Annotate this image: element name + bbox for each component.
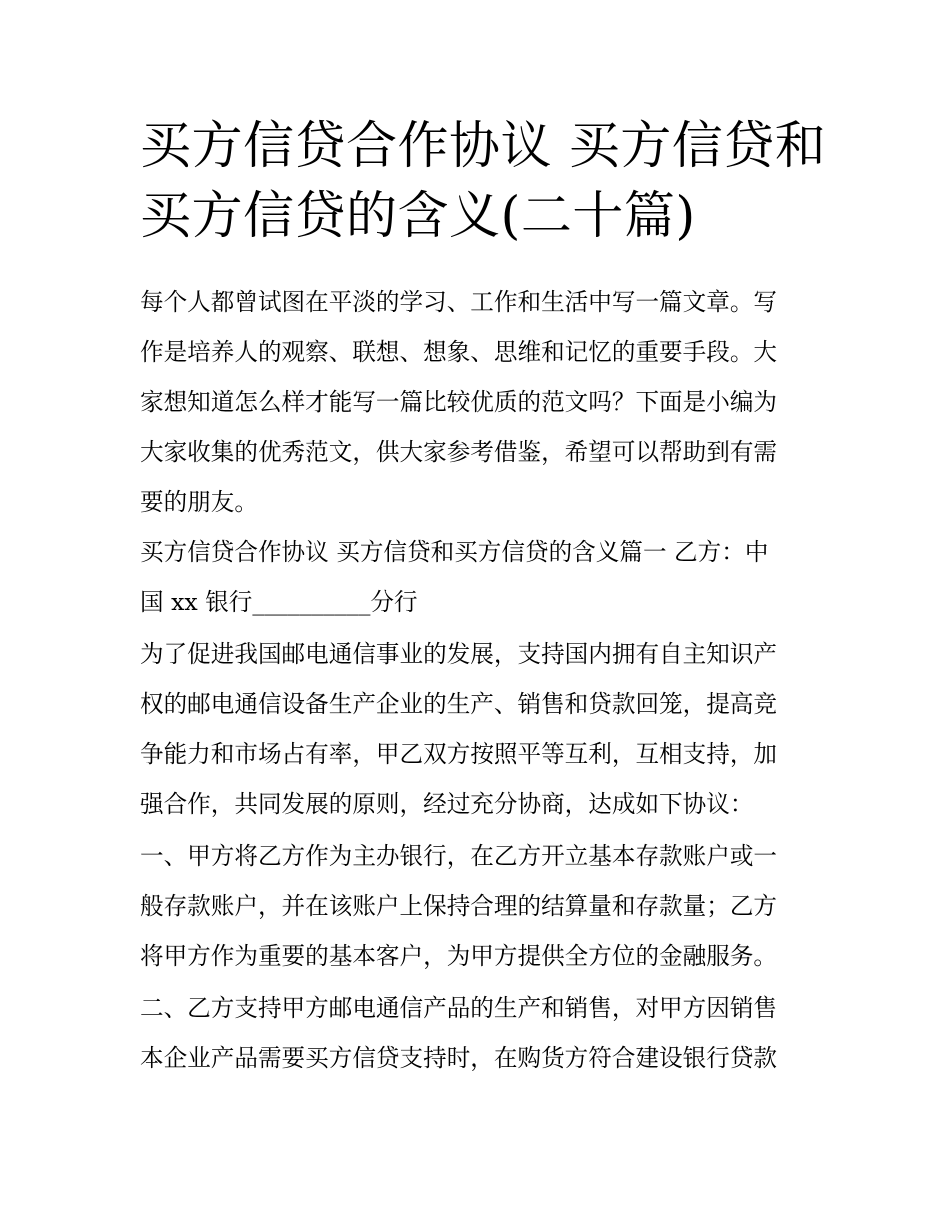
clause-1-line-2: 般存款账户，并在该账户上保持合理的结算量和存款量；乙方 bbox=[140, 892, 778, 920]
body-line-1: 每个人都曾试图在平淡的学习、工作和生活中写一篇文章。写 bbox=[140, 288, 778, 316]
body-line-10: 争能力和市场占有率，甲乙双方按照平等互利，互相支持，加 bbox=[140, 740, 778, 768]
body-line-5: 要的朋友。 bbox=[140, 488, 258, 516]
document-title bbox=[140, 112, 827, 252]
body-line-4: 大家收集的优秀范文，供大家参考借鉴，希望可以帮助到有需 bbox=[140, 438, 778, 466]
clause-2-line-1: 二、乙方支持甲方邮电通信产品的生产和销售，对甲方因销售 bbox=[140, 994, 778, 1022]
body-line-9: 权的邮电通信设备生产企业的生产、销售和贷款回笼，提高竞 bbox=[140, 690, 778, 718]
title-line-2: 买方信贷的含义(二十篇) bbox=[140, 187, 696, 246]
clause-2-line-2: 本企业产品需要买方信贷支持时，在购货方符合建设银行贷款 bbox=[140, 1044, 778, 1072]
body-line-3: 家想知道怎么样才能写一篇比较优质的范文吗？下面是小编为 bbox=[140, 388, 778, 416]
body-line-11: 强合作，共同发展的原则，经过充分协商，达成如下协议： bbox=[140, 790, 754, 818]
body-line-2: 作是培养人的观察、联想、想象、思维和记忆的重要手段。大 bbox=[140, 338, 778, 366]
section-heading-line-1: 买方信贷合作协议 买方信贷和买方信贷的含义篇一 乙方：中 bbox=[140, 538, 769, 566]
title-line-1: 买方信贷合作协议 买方信贷和 bbox=[140, 117, 827, 176]
clause-1-line-3: 将甲方作为重要的基本客户，为甲方提供全方位的金融服务。 bbox=[140, 942, 778, 970]
clause-1-line-1: 一、甲方将乙方作为主办银行，在乙方开立基本存款账户或一 bbox=[140, 842, 778, 870]
body-line-8: 为了促进我国邮电通信事业的发展，支持国内拥有自主知识产 bbox=[140, 640, 778, 668]
section-heading-line-2: 国 xx 银行__________分行 bbox=[140, 588, 418, 616]
